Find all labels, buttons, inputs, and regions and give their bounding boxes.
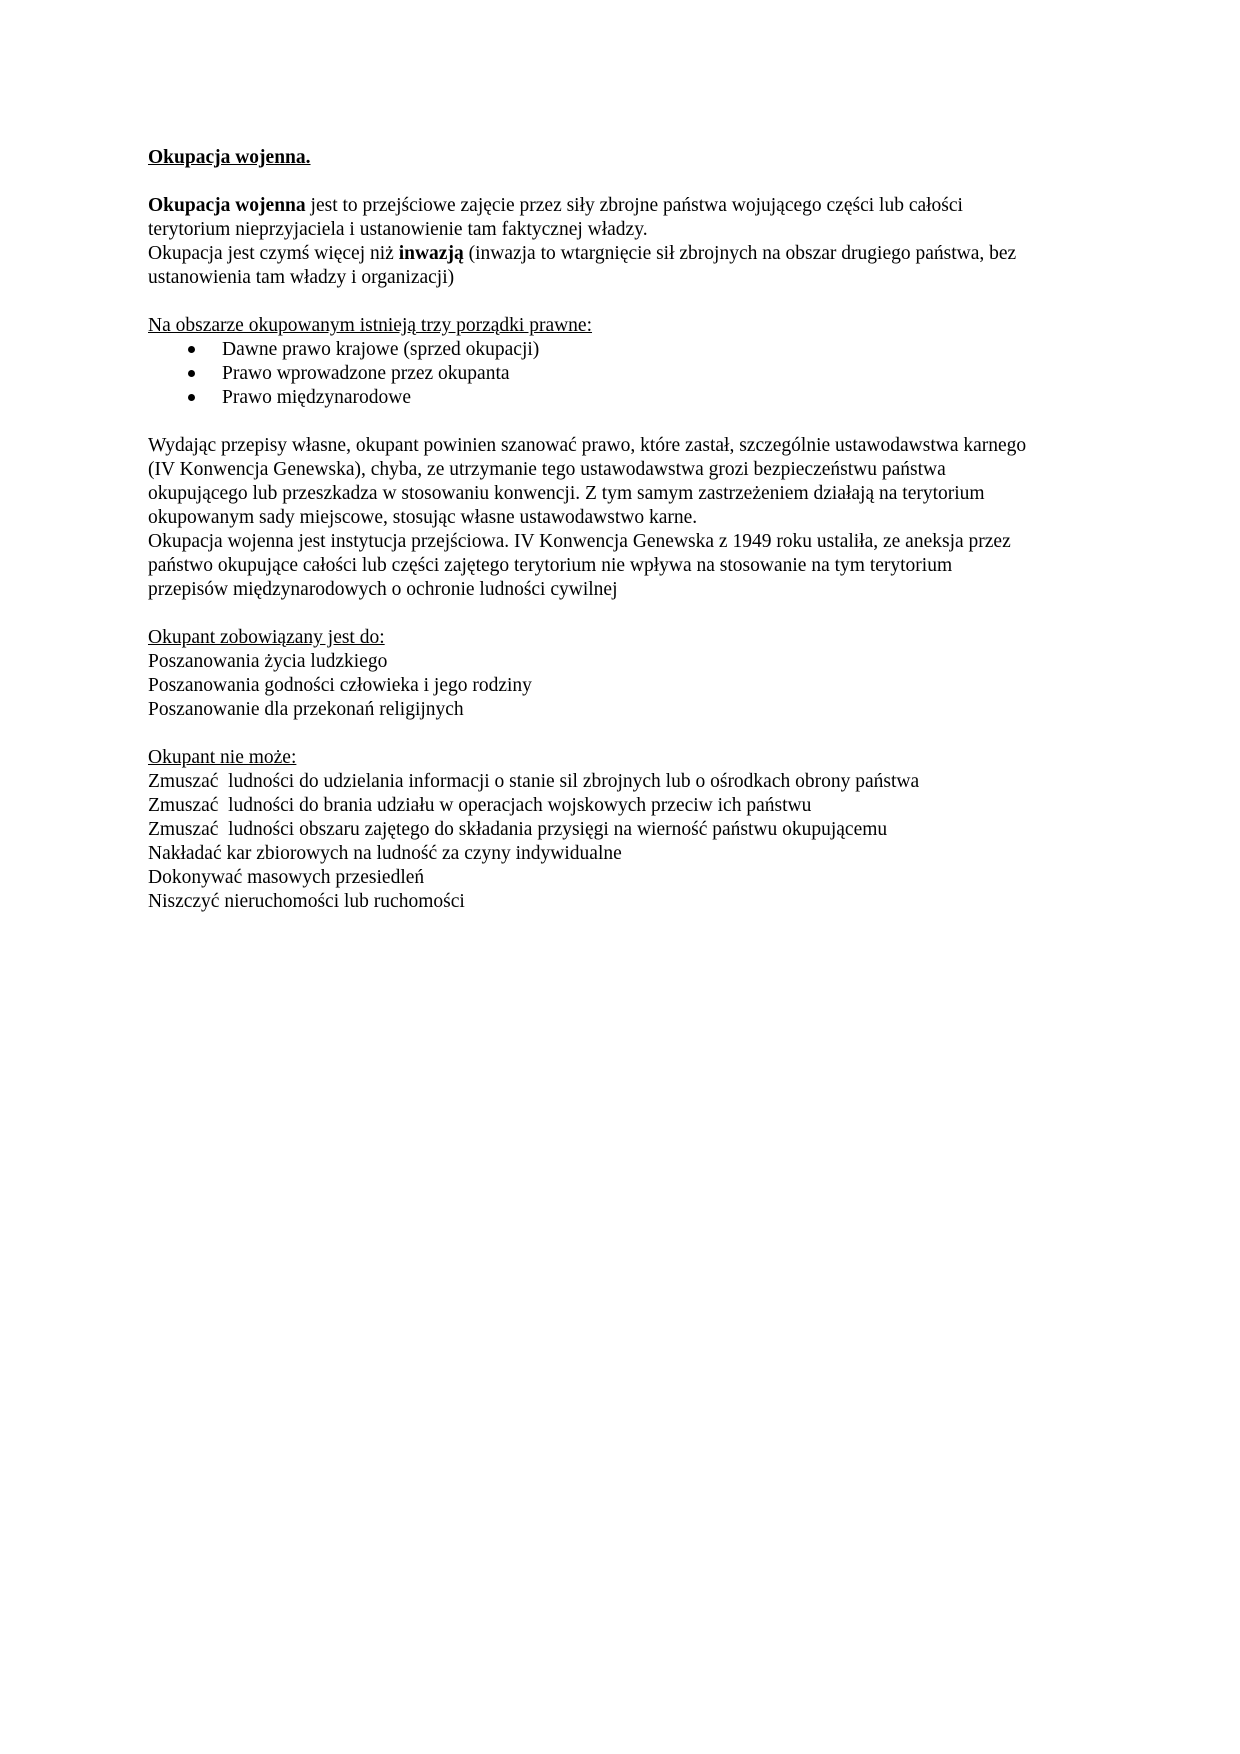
- intro-line-3-start: Okupacja jest czymś więcej niż: [148, 243, 399, 264]
- paragraph-line: okupowanym sady miejscowe, stosując własne ustawodawstwo karne.: [148, 507, 698, 528]
- list-item: [148, 338, 1098, 362]
- list-item-text: Dawne prawo krajowe (sprzed okupacji): [222, 339, 540, 360]
- intro-line-2: terytorium nieprzyjaciela i ustanowienie tam faktycznej władzy.: [148, 219, 648, 240]
- orders-list: [148, 338, 1098, 410]
- orders-heading: Na obszarze okupowanym istnieją trzy porządki prawne:: [148, 315, 593, 336]
- bullet-icon: [188, 394, 195, 401]
- intro-line-3: [148, 242, 1098, 266]
- prohibition-item: Dokonywać masowych przesiedleń: [148, 867, 425, 888]
- document-title: Okupacja wojenna.: [148, 147, 311, 168]
- spacer: [148, 602, 1098, 626]
- prohibition-item: Nakładać kar zbiorowych na ludność za czyny indywidualne: [148, 843, 622, 864]
- bullet-icon: [188, 370, 195, 377]
- obligation-item: Poszanowanie dla przekonań religijnych: [148, 699, 464, 720]
- obligations-heading: Okupant zobowiązany jest do:: [148, 627, 385, 648]
- list-item: [148, 386, 1098, 410]
- prohibition-item: Zmuszać ludności obszaru zajętego do składania przysięgi na wierność państwu okupującemu: [148, 819, 888, 840]
- prohibition-item: Zmuszać ludności do brania udziału w operacjach wojskowych przeciw ich państwu: [148, 795, 812, 816]
- spacer: [148, 722, 1098, 746]
- intro-invasion-bold: inwazją: [398, 243, 464, 264]
- list-item-text: Prawo wprowadzone przez okupanta: [222, 363, 510, 384]
- intro-line-4: ustanowienia tam władzy i organizacji): [148, 267, 455, 288]
- document-content: [148, 146, 1098, 914]
- spacer: [148, 290, 1098, 314]
- paragraph-line: Okupacja wojenna jest instytucja przejściowa. IV Konwencja Genewska z 1949 roku ustaliła, ze aneksja przez: [148, 531, 1011, 552]
- bullet-icon: [188, 346, 195, 353]
- paragraph-line: państwo okupujące całości lub części zajętego terytorium nie wpływa na stosowanie na tym terytorium: [148, 555, 953, 576]
- intro-line-1-text: jest to przejściowe zajęcie przez siły zbrojne państwa wojującego części lub całości: [305, 195, 963, 216]
- list-item-text: Prawo międzynarodowe: [222, 387, 411, 408]
- list-item: [148, 362, 1098, 386]
- paragraph-line: przepisów międzynarodowych o ochronie ludności cywilnej: [148, 579, 618, 600]
- paragraph-line: okupującego lub przeszkadza w stosowaniu konwencji. Z tym samym zastrzeżeniem działają na terytorium: [148, 483, 985, 504]
- obligation-item: Poszanowania godności człowieka i jego rodziny: [148, 675, 532, 696]
- spacer: [148, 410, 1098, 434]
- prohibition-item: Zmuszać ludności do udzielania informacji o stanie sil zbrojnych lub o ośrodkach obrony państwa: [148, 771, 920, 792]
- paragraph-line: (IV Konwencja Genewska), chyba, ze utrzymanie tego ustawodawstwa grozi bezpieczeństwu państwa: [148, 459, 946, 480]
- spacer: [148, 170, 1098, 194]
- intro-term-bold: Okupacja wojenna: [148, 195, 306, 216]
- prohibitions-heading: Okupant nie może:: [148, 747, 297, 768]
- intro-line-3-rest: (inwazja to wtargnięcie sił zbrojnych na obszar drugiego państwa, bez: [463, 243, 1017, 264]
- paragraph-line: Wydając przepisy własne, okupant powinien szanować prawo, które zastał, szczególnie ustawodawstwa karnego: [148, 435, 1027, 456]
- intro-line-1: [148, 194, 1098, 218]
- obligation-item: Poszanowania życia ludzkiego: [148, 651, 388, 672]
- prohibition-item: Niszczyć nieruchomości lub ruchomości: [148, 891, 465, 912]
